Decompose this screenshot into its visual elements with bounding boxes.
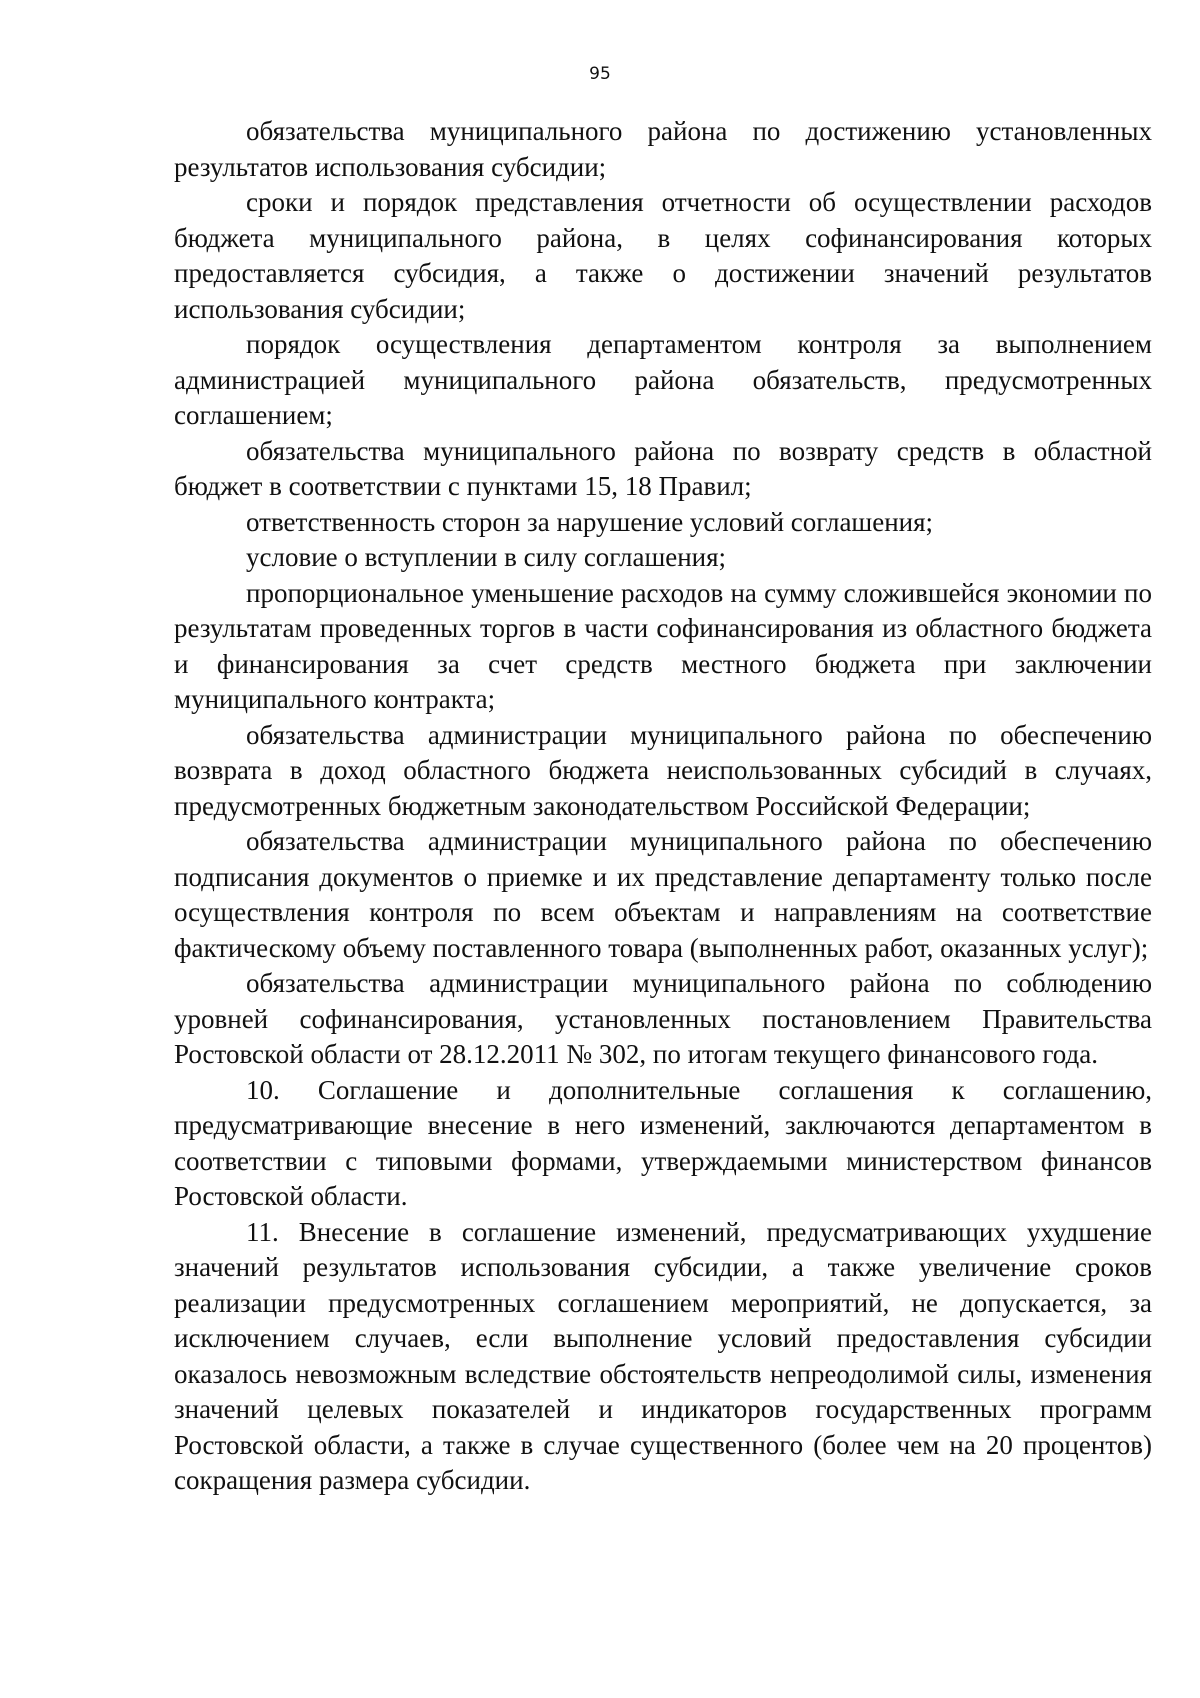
paragraph-entry-into-force: условие о вступлении в силу соглашения;	[246, 542, 727, 572]
paragraph-clause-11: 11. Внесение в соглашение изменений, предусматривающих ухудшение значений результатов использования субсидии, а также увеличение сроков реализации предусмотренных соглашением мероприятий, не допускается, за исключением случаев, если выполнение условий предоставления субсидии оказалось невозможным вследствие обстоятельств непреодолимой силы, изменения значений целевых показателей и индикаторов государственных программ Ростовской области, а также в случае существенного (более чем на 20 процентов) сокращения размера субсидии.	[174, 1216, 1152, 1495]
paragraph-return-unused-subsidies: обязательства администрации муниципального района по обеспечению возврата в доход областного бюджета неиспользованных субсидий в случаях, предусмотренных бюджетным законодательством Российской Федерации;	[174, 719, 1152, 821]
paragraph-responsibility: ответственность сторон за нарушение условий соглашения;	[246, 506, 934, 537]
paragraph-cofinancing-levels: обязательства администрации муниципального района по соблюдению уровней софинансирования, установленных постановлением Правительства Ростовской области от 28.12.2011 № 302, по итогам текущего финансового года.	[174, 968, 1152, 1069]
paragraph-acceptance-documents: обязательства администрации муниципального района по обеспечению подписания документов о приемке и их представление департаменту только после осуществления контроля по всем объектам и направлениям на соответствие фактическому объему поставленного товара (выполненных работ, оказанных услуг);	[174, 826, 1152, 963]
page-number: 95	[589, 64, 611, 84]
document-body	[174, 114, 1152, 1499]
paragraph-clause-10: 10. Соглашение и дополнительные соглашения к соглашению, предусматривающие внесение в него изменений, заключаются департаментом в соответствии с типовыми формами, утверждаемыми министерством финансов Ростовской области.	[174, 1074, 1152, 1211]
paragraph-control-procedure: порядок осуществления департаментом контроля за выполнением администрацией муниципального района обязательств, предусмотренных соглашением;	[174, 329, 1152, 430]
paragraph-proportional-reduction: пропорциональное уменьшение расходов на сумму сложившейся экономии по результатам проведенных торгов в части софинансирования из областного бюджета и финансирования за счет средств местного бюджета при заключении муниципального контракта;	[174, 577, 1152, 714]
paragraph-return-funds: обязательства муниципального района по возврату средств в областной бюджет в соответствии с пунктами 15, 18 Правил;	[174, 435, 1152, 501]
paragraph-obligation-results: обязательства муниципального района по достижению установленных результатов использования субсидии;	[174, 116, 1152, 182]
paragraph-reporting-terms: сроки и порядок представления отчетности об осуществлении расходов бюджета муниципального района, в целях софинансирования которых предоставляется субсидия, а также о достижении значений результатов использования субсидии;	[174, 187, 1152, 324]
